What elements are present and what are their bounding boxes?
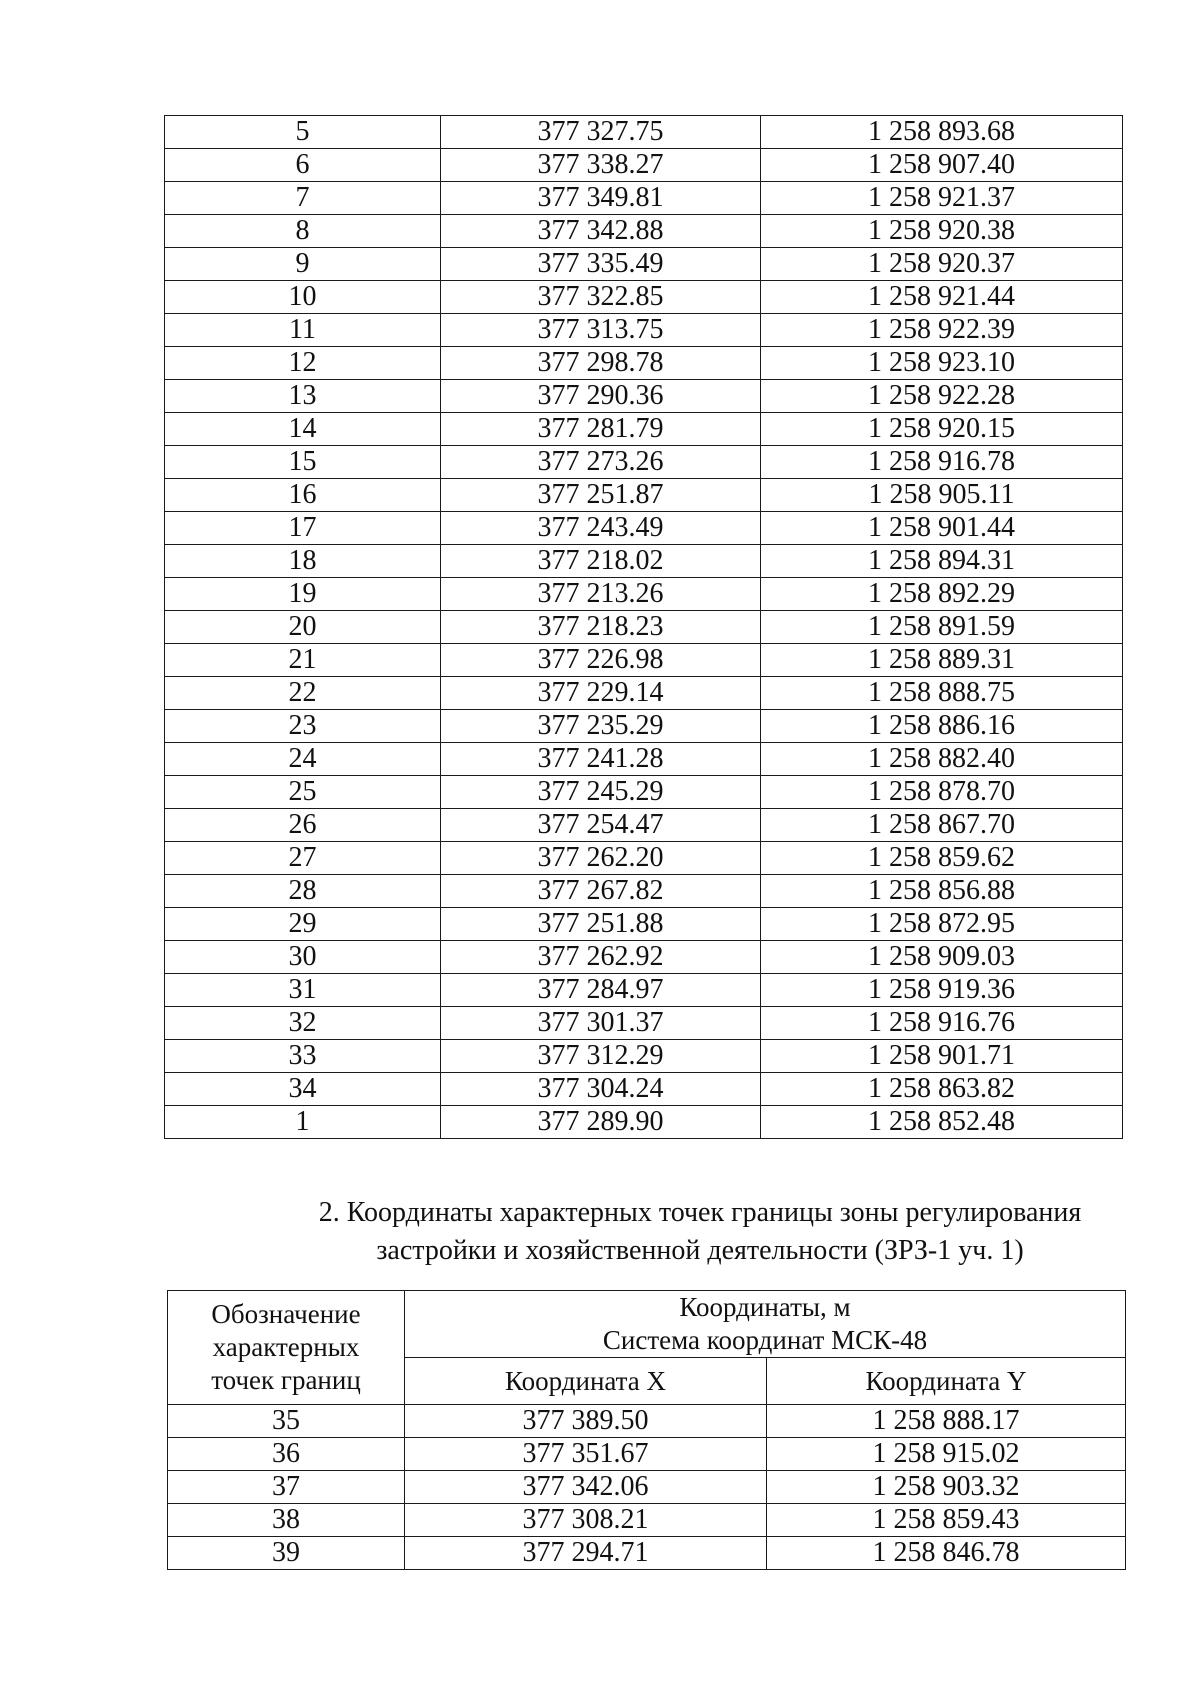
point-number-cell: 31 — [165, 974, 441, 1007]
table-row — [165, 611, 1123, 644]
table-row — [165, 545, 1123, 578]
table-row — [165, 776, 1123, 809]
coordinate-x-cell: 377 273.26 — [441, 446, 761, 479]
coordinate-x-cell: 377 335.49 — [441, 248, 761, 281]
coordinate-y-cell: 1 258 907.40 — [761, 149, 1123, 182]
coordinate-y-cell: 1 258 922.28 — [761, 380, 1123, 413]
header-point-designation: Обозначение характерных точек границ — [168, 1291, 405, 1405]
coordinate-x-cell: 377 342.06 — [405, 1471, 767, 1504]
coordinate-x-cell: 377 308.21 — [405, 1504, 767, 1537]
point-number-cell: 22 — [165, 677, 441, 710]
point-number-cell: 19 — [165, 578, 441, 611]
coordinate-y-cell: 1 258 916.78 — [761, 446, 1123, 479]
coordinate-y-cell: 1 258 916.76 — [761, 1007, 1123, 1040]
table-row — [165, 809, 1123, 842]
point-number-cell: 17 — [165, 512, 441, 545]
coordinate-x-cell: 377 301.37 — [441, 1007, 761, 1040]
coordinate-x-cell: 377 284.97 — [441, 974, 761, 1007]
header-coordinate-x: Координата X — [405, 1358, 767, 1405]
point-number-cell: 39 — [168, 1537, 405, 1570]
coordinate-x-cell: 377 290.36 — [441, 380, 761, 413]
coordinate-x-cell: 377 235.29 — [441, 710, 761, 743]
coordinate-y-cell: 1 258 852.48 — [761, 1106, 1123, 1139]
table-row — [165, 908, 1123, 941]
table-row — [165, 1073, 1123, 1106]
table-row — [165, 842, 1123, 875]
point-number-cell: 12 — [165, 347, 441, 380]
coordinate-x-cell: 377 342.88 — [441, 215, 761, 248]
table-row — [165, 974, 1123, 1007]
coordinate-y-cell: 1 258 888.17 — [767, 1405, 1126, 1438]
section-2-heading-line-1: 2. Координаты характерных точек границы зоны регулирования — [318, 1197, 1082, 1228]
coordinate-y-cell: 1 258 856.88 — [761, 875, 1123, 908]
coordinate-y-cell: 1 258 859.62 — [761, 842, 1123, 875]
point-number-cell: 9 — [165, 248, 441, 281]
coordinate-x-cell: 377 251.87 — [441, 479, 761, 512]
point-number-cell: 13 — [165, 380, 441, 413]
coordinate-x-cell: 377 338.27 — [441, 149, 761, 182]
coordinate-x-cell: 377 262.92 — [441, 941, 761, 974]
point-number-cell: 32 — [165, 1007, 441, 1040]
coordinate-y-cell: 1 258 867.70 — [761, 809, 1123, 842]
coordinate-x-cell: 377 351.67 — [405, 1438, 767, 1471]
table-row — [165, 182, 1123, 215]
point-number-cell: 1 — [165, 1106, 441, 1139]
table-row — [165, 710, 1123, 743]
header-coordinates — [405, 1291, 1126, 1358]
table-row — [165, 1040, 1123, 1073]
coordinate-y-cell: 1 258 888.75 — [761, 677, 1123, 710]
table-row — [168, 1471, 1126, 1504]
coordinate-y-cell: 1 258 921.44 — [761, 281, 1123, 314]
point-number-cell: 5 — [165, 116, 441, 149]
coordinate-y-cell: 1 258 923.10 — [761, 347, 1123, 380]
point-number-cell: 16 — [165, 479, 441, 512]
coordinate-x-cell: 377 389.50 — [405, 1405, 767, 1438]
point-number-cell: 30 — [165, 941, 441, 974]
coordinates-table-body — [165, 116, 1123, 1139]
coordinate-x-cell: 377 241.28 — [441, 743, 761, 776]
coordinate-x-cell: 377 312.29 — [441, 1040, 761, 1073]
table-row — [165, 149, 1123, 182]
coordinate-x-cell: 377 251.88 — [441, 908, 761, 941]
coordinate-y-cell: 1 258 905.11 — [761, 479, 1123, 512]
coordinate-x-cell: 377 226.98 — [441, 644, 761, 677]
table-row — [165, 116, 1123, 149]
point-number-cell: 14 — [165, 413, 441, 446]
coordinate-x-cell: 377 245.29 — [441, 776, 761, 809]
zrz-coordinates-table — [167, 1290, 1126, 1570]
point-number-cell: 10 — [165, 281, 441, 314]
coordinate-x-cell: 377 218.23 — [441, 611, 761, 644]
table-row — [165, 644, 1123, 677]
coordinate-x-cell: 377 349.81 — [441, 182, 761, 215]
table-row — [165, 743, 1123, 776]
point-number-cell: 6 — [165, 149, 441, 182]
point-number-cell: 11 — [165, 314, 441, 347]
coordinate-y-cell: 1 258 919.36 — [761, 974, 1123, 1007]
coordinate-y-cell: 1 258 922.39 — [761, 314, 1123, 347]
zrz-coordinates-table-body — [168, 1405, 1126, 1570]
table-row — [165, 578, 1123, 611]
header-coordinate-y: Координата Y — [767, 1358, 1126, 1405]
table-row — [165, 215, 1123, 248]
coordinate-x-cell: 377 304.24 — [441, 1073, 761, 1106]
coordinate-y-cell: 1 258 889.31 — [761, 644, 1123, 677]
coordinate-x-cell: 377 218.02 — [441, 545, 761, 578]
coordinate-x-cell: 377 322.85 — [441, 281, 761, 314]
coordinate-x-cell: 377 313.75 — [441, 314, 761, 347]
table-row — [168, 1537, 1126, 1570]
coordinate-x-cell: 377 254.47 — [441, 809, 761, 842]
coordinate-y-cell: 1 258 846.78 — [767, 1537, 1126, 1570]
point-number-cell: 26 — [165, 809, 441, 842]
table-row — [165, 875, 1123, 908]
point-number-cell: 28 — [165, 875, 441, 908]
point-number-cell: 37 — [168, 1471, 405, 1504]
table-row — [165, 479, 1123, 512]
point-number-cell: 36 — [168, 1438, 405, 1471]
table-row — [168, 1504, 1126, 1537]
coordinate-x-cell: 377 327.75 — [441, 116, 761, 149]
coordinate-y-cell: 1 258 915.02 — [767, 1438, 1126, 1471]
header-coordinate-system: Система координат МСК-48 — [602, 1325, 928, 1355]
point-number-cell: 27 — [165, 842, 441, 875]
coordinate-x-cell: 377 298.78 — [441, 347, 761, 380]
point-number-cell: 20 — [165, 611, 441, 644]
table-row — [165, 347, 1123, 380]
point-number-cell: 23 — [165, 710, 441, 743]
point-number-cell: 29 — [165, 908, 441, 941]
header-coordinates-title: Координаты, м — [679, 1292, 851, 1322]
coordinate-y-cell: 1 258 859.43 — [767, 1504, 1126, 1537]
coordinate-y-cell: 1 258 892.29 — [761, 578, 1123, 611]
point-number-cell: 33 — [165, 1040, 441, 1073]
point-number-cell: 7 — [165, 182, 441, 215]
table-row — [165, 1106, 1123, 1139]
coordinate-y-cell: 1 258 920.38 — [761, 215, 1123, 248]
coordinate-y-cell: 1 258 921.37 — [761, 182, 1123, 215]
coordinate-y-cell: 1 258 909.03 — [761, 941, 1123, 974]
table-row — [165, 677, 1123, 710]
coordinate-x-cell: 377 243.49 — [441, 512, 761, 545]
coordinate-x-cell: 377 229.14 — [441, 677, 761, 710]
coordinate-y-cell: 1 258 903.32 — [767, 1471, 1126, 1504]
coordinate-x-cell: 377 294.71 — [405, 1537, 767, 1570]
point-number-cell: 34 — [165, 1073, 441, 1106]
coordinate-y-cell: 1 258 920.15 — [761, 413, 1123, 446]
coordinate-x-cell: 377 262.20 — [441, 842, 761, 875]
coordinate-y-cell: 1 258 893.68 — [761, 116, 1123, 149]
point-number-cell: 21 — [165, 644, 441, 677]
coordinate-y-cell: 1 258 920.37 — [761, 248, 1123, 281]
table-row — [165, 446, 1123, 479]
coordinate-x-cell: 377 281.79 — [441, 413, 761, 446]
coordinate-y-cell: 1 258 894.31 — [761, 545, 1123, 578]
coordinates-table-continued — [164, 115, 1123, 1139]
table-row — [165, 1007, 1123, 1040]
coordinate-x-cell: 377 289.90 — [441, 1106, 761, 1139]
coordinate-y-cell: 1 258 891.59 — [761, 611, 1123, 644]
section-2-heading-line-2: застройки и хозяйственной деятельности (ЗРЗ-1 уч. 1) — [376, 1235, 1024, 1266]
table-row — [168, 1438, 1126, 1471]
coordinate-y-cell: 1 258 901.44 — [761, 512, 1123, 545]
coordinate-y-cell: 1 258 863.82 — [761, 1073, 1123, 1106]
table-row — [165, 380, 1123, 413]
point-number-cell: 15 — [165, 446, 441, 479]
point-number-cell: 24 — [165, 743, 441, 776]
table-row — [165, 248, 1123, 281]
point-number-cell: 35 — [168, 1405, 405, 1438]
table-row — [165, 281, 1123, 314]
coordinate-y-cell: 1 258 886.16 — [761, 710, 1123, 743]
point-number-cell: 18 — [165, 545, 441, 578]
table-row — [168, 1405, 1126, 1438]
point-number-cell: 38 — [168, 1504, 405, 1537]
table-row — [165, 314, 1123, 347]
coordinate-x-cell: 377 213.26 — [441, 578, 761, 611]
coordinate-y-cell: 1 258 878.70 — [761, 776, 1123, 809]
coordinate-y-cell: 1 258 882.40 — [761, 743, 1123, 776]
table-row — [165, 413, 1123, 446]
point-number-cell: 25 — [165, 776, 441, 809]
coordinate-y-cell: 1 258 872.95 — [761, 908, 1123, 941]
coordinate-y-cell: 1 258 901.71 — [761, 1040, 1123, 1073]
section-2-heading — [240, 1194, 1160, 1270]
table-row — [165, 941, 1123, 974]
table-row — [165, 512, 1123, 545]
point-number-cell: 8 — [165, 215, 441, 248]
coordinate-x-cell: 377 267.82 — [441, 875, 761, 908]
